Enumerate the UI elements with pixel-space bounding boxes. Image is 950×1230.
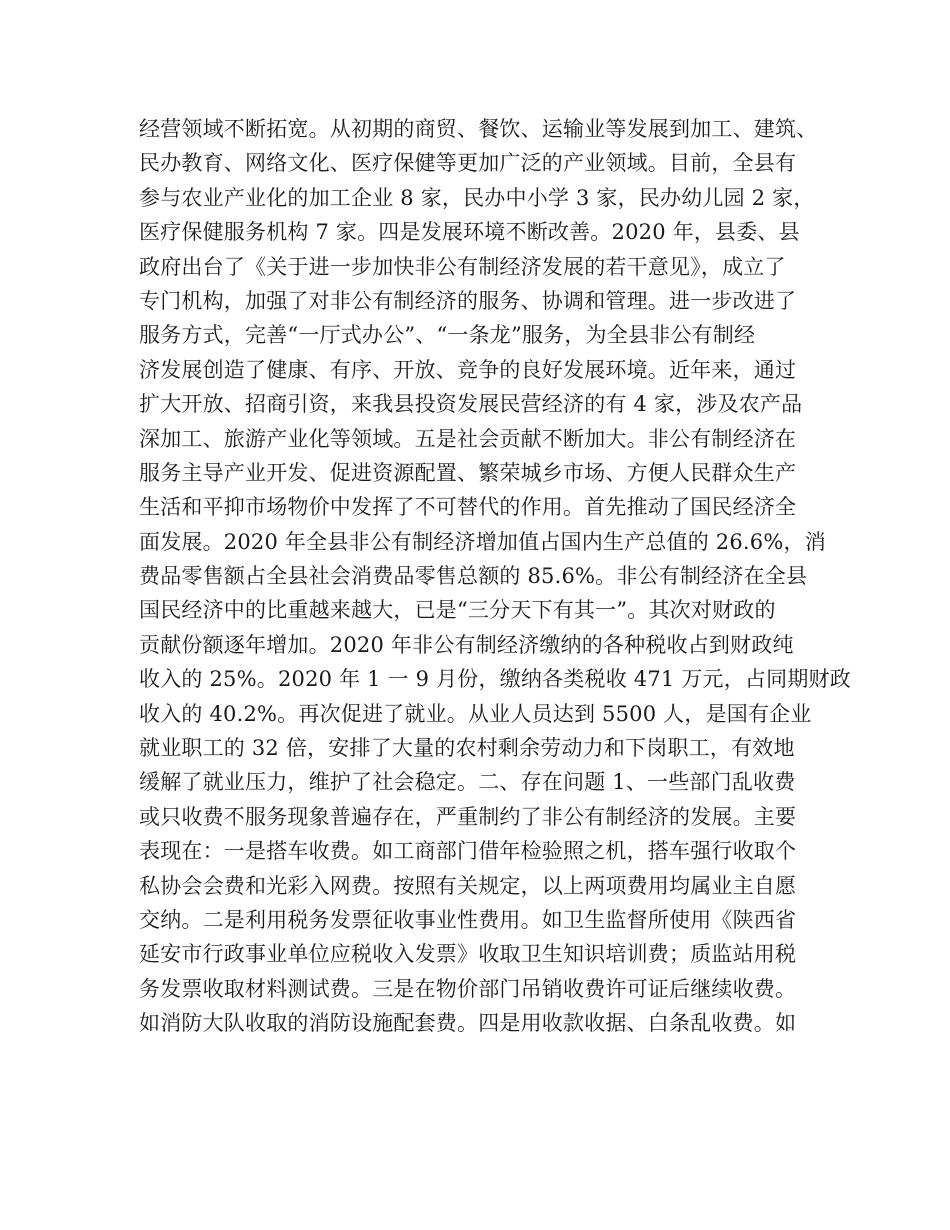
text-line: 民办教育、网络文化、医疗保健等更加广泛的产业领域。目前，全县有 <box>139 151 797 176</box>
text-line: 费品零售额占全县社会消费品零售总额的 85.6%。非公有制经济在全县 <box>139 564 808 589</box>
text-line: 政府出台了《关于进一步加快非公有制经济发展的若干意见》，成立了 <box>139 254 786 279</box>
text-line: 面发展。2020 年全县非公有制经济增加值占国内生产总值的 26.6%，消 <box>139 529 826 554</box>
text-line: 收入的 40.2%。再次促进了就业。从业人员达到 5500 人，是国有企业 <box>139 701 812 726</box>
text-line: 如消防大队收取的消防设施配套费。四是用收款收据、白条乱收费。如 <box>139 1011 797 1036</box>
text-line: 表现在：一是搭车收费。如工商部门借年检验照之机，搭车强行收取个 <box>139 839 797 864</box>
text-line: 服务主导产业开发、促进资源配置、繁荣城乡市场、方便人民群众生产 <box>139 460 797 485</box>
text-line: 交纳。二是利用税务发票征收事业性费用。如卫生监督所使用《陕西省 <box>139 907 797 932</box>
text-line: 经营领域不断拓宽。从初期的商贸、餐饮、运输业等发展到加工、建筑、 <box>139 117 818 141</box>
text-line: 缓解了就业压力，维护了社会稳定。二、存在问题 1、一些部门乱收费 <box>139 770 796 795</box>
text-line: 延安市行政事业单位应税收入发票》收取卫生知识培训费；质监站用税 <box>139 942 797 967</box>
text-line: 深加工、旅游产业化等领域。五是社会贡献不断加大。非公有制经济在 <box>139 426 797 451</box>
text-line: 或只收费不服务现象普遍存在，严重制约了非公有制经济的发展。主要 <box>139 804 797 829</box>
text-line: 医疗保健服务机构 7 家。四是发展环境不断改善。2020 年，县委、县 <box>139 220 800 245</box>
text-line: 参与农业产业化的加工企业 8 家，民办中小学 3 家，民办幼儿园 2 家， <box>139 185 815 210</box>
text-line: 国民经济中的比重越来越大，已是“三分天下有其一”。其次对财政的 <box>139 598 776 623</box>
text-line: 私协会会费和光彩入网费。按照有关规定，以上两项费用均属业主自愿 <box>139 873 797 898</box>
text-line: 务发票收取材料测试费。三是在物价部门吊销收费许可证后继续收费。 <box>139 976 797 1001</box>
text-line: 济发展创造了健康、有序、开放、竞争的良好发展环境。近年来，通过 <box>139 357 797 382</box>
text-line: 服务方式，完善“一厅式办公”、“一条龙”服务，为全县非公有制经 <box>139 323 756 348</box>
text-line: 贡献份额逐年增加。2020 年非公有制经济缴纳的各种税收占到财政纯 <box>139 632 794 657</box>
text-line: 扩大开放、招商引资，来我县投资发展民营经济的有 4 家，涉及农产品 <box>139 392 803 417</box>
text-line: 专门机构，加强了对非公有制经济的服务、协调和管理。进一步改进了 <box>139 288 797 313</box>
text-line: 收入的 25%。2020 年 1 一 9 月份，缴纳各类税收 471 万元，占同期财政 <box>139 667 851 692</box>
text-line: 就业职工的 32 倍，安排了大量的农村剩余劳动力和下岗职工，有效地 <box>139 736 795 761</box>
body-text <box>139 112 851 1041</box>
text-line: 生活和平抑市场物价中发挥了不可替代的作用。首先推动了国民经济全 <box>139 495 797 520</box>
